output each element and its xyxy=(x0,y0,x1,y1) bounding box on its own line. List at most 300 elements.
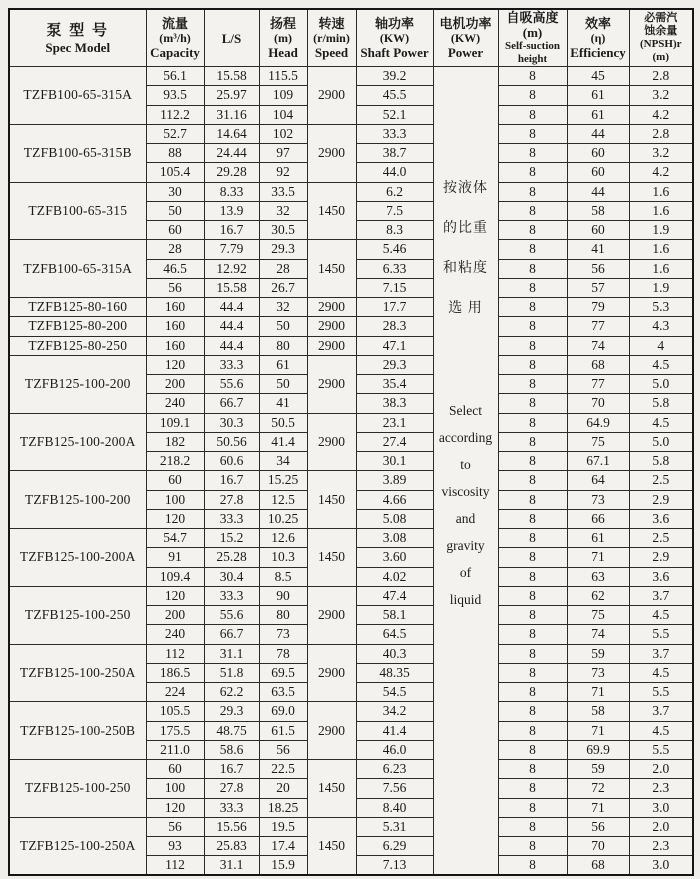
efficiency-cell: 70 xyxy=(567,837,629,856)
speed-cell: 2900 xyxy=(307,124,356,182)
model-cell: TZFB100-65-315 xyxy=(9,182,146,240)
capacity-cell: 160 xyxy=(146,298,204,317)
suction-cell: 8 xyxy=(498,529,567,548)
efficiency-cell: 77 xyxy=(567,375,629,394)
head-cell: 69.5 xyxy=(259,663,307,682)
npsh-cell: 5.0 xyxy=(629,432,693,451)
efficiency-cell: 72 xyxy=(567,779,629,798)
efficiency-cell: 74 xyxy=(567,625,629,644)
head-cell: 41.4 xyxy=(259,432,307,451)
table-row xyxy=(9,182,693,201)
suction-cell: 8 xyxy=(498,278,567,297)
table-row xyxy=(9,413,693,432)
header-suction xyxy=(498,9,567,67)
head-cell: 50 xyxy=(259,375,307,394)
speed-cell: 1450 xyxy=(307,471,356,529)
model-cell: TZFB125-100-250 xyxy=(9,760,146,818)
shaft-power-cell: 52.1 xyxy=(356,105,433,124)
header-efficiency-unit: (η) xyxy=(590,31,606,45)
ls-cell: 33.3 xyxy=(204,509,259,528)
suction-cell: 8 xyxy=(498,144,567,163)
head-cell: 50.5 xyxy=(259,413,307,432)
speed-cell: 1450 xyxy=(307,182,356,240)
capacity-cell: 50 xyxy=(146,201,204,220)
suction-cell: 8 xyxy=(498,548,567,567)
head-cell: 22.5 xyxy=(259,760,307,779)
efficiency-cell: 45 xyxy=(567,67,629,86)
shaft-power-cell: 3.60 xyxy=(356,548,433,567)
suction-cell: 8 xyxy=(498,182,567,201)
speed-cell: 2900 xyxy=(307,317,356,336)
head-cell: 78 xyxy=(259,644,307,663)
header-suction-en2: height xyxy=(517,53,548,65)
shaft-power-cell: 5.46 xyxy=(356,240,433,259)
suction-cell: 8 xyxy=(498,452,567,471)
capacity-cell: 182 xyxy=(146,432,204,451)
npsh-cell: 2.5 xyxy=(629,529,693,548)
header-shaft-power-cn: 轴功率 xyxy=(374,16,414,31)
efficiency-cell: 71 xyxy=(567,548,629,567)
efficiency-cell: 60 xyxy=(567,144,629,163)
shaft-power-cell: 64.5 xyxy=(356,625,433,644)
suction-cell: 8 xyxy=(498,201,567,220)
shaft-power-cell: 23.1 xyxy=(356,413,433,432)
shaft-power-cell: 41.4 xyxy=(356,721,433,740)
suction-cell: 8 xyxy=(498,856,567,875)
suction-cell: 8 xyxy=(498,163,567,182)
shaft-power-cell: 46.0 xyxy=(356,740,433,759)
efficiency-cell: 62 xyxy=(567,586,629,605)
npsh-cell: 2.0 xyxy=(629,817,693,836)
suction-cell: 8 xyxy=(498,298,567,317)
suction-cell: 8 xyxy=(498,817,567,836)
header-head-unit: (m) xyxy=(274,31,292,45)
suction-cell: 8 xyxy=(498,702,567,721)
header-efficiency-cn: 效率 xyxy=(584,16,611,31)
head-cell: 12.6 xyxy=(259,529,307,548)
model-cell: TZFB125-80-200 xyxy=(9,317,146,336)
head-cell: 10.3 xyxy=(259,548,307,567)
capacity-cell: 28 xyxy=(146,240,204,259)
head-cell: 17.4 xyxy=(259,837,307,856)
shaft-power-cell: 47.4 xyxy=(356,586,433,605)
efficiency-cell: 71 xyxy=(567,683,629,702)
head-cell: 80 xyxy=(259,336,307,355)
head-cell: 80 xyxy=(259,606,307,625)
shaft-power-cell: 35.4 xyxy=(356,375,433,394)
speed-cell: 2900 xyxy=(307,586,356,644)
capacity-cell: 240 xyxy=(146,394,204,413)
power-note-en-line: viscosity xyxy=(441,483,490,499)
table-row xyxy=(9,471,693,490)
head-cell: 29.3 xyxy=(259,240,307,259)
efficiency-cell: 68 xyxy=(567,355,629,374)
ls-cell: 15.58 xyxy=(204,278,259,297)
header-capacity-cn: 流量 xyxy=(161,16,188,31)
npsh-cell: 5.8 xyxy=(629,394,693,413)
model-cell: TZFB125-80-250 xyxy=(9,336,146,355)
npsh-cell: 3.7 xyxy=(629,702,693,721)
suction-cell: 8 xyxy=(498,336,567,355)
ls-cell: 29.3 xyxy=(204,702,259,721)
model-cell: TZFB125-100-200 xyxy=(9,471,146,529)
power-note-cn-line: 的比重 xyxy=(443,221,488,236)
shaft-power-cell: 7.56 xyxy=(356,779,433,798)
model-cell: TZFB125-100-200 xyxy=(9,355,146,413)
table-row xyxy=(9,529,693,548)
head-cell: 109 xyxy=(259,86,307,105)
header-head-cn: 扬程 xyxy=(269,16,296,31)
ls-cell: 55.6 xyxy=(204,375,259,394)
suction-cell: 8 xyxy=(498,760,567,779)
head-cell: 18.25 xyxy=(259,798,307,817)
npsh-cell: 5.3 xyxy=(629,298,693,317)
capacity-cell: 60 xyxy=(146,221,204,240)
header-capacity xyxy=(146,9,204,67)
shaft-power-cell: 4.66 xyxy=(356,490,433,509)
shaft-power-cell: 8.40 xyxy=(356,798,433,817)
capacity-cell: 30 xyxy=(146,182,204,201)
header-npsh-en2: (m) xyxy=(652,51,669,63)
ls-cell: 15.2 xyxy=(204,529,259,548)
header-speed-cn: 转速 xyxy=(318,16,345,31)
head-cell: 50 xyxy=(259,317,307,336)
efficiency-cell: 70 xyxy=(567,394,629,413)
efficiency-cell: 79 xyxy=(567,298,629,317)
efficiency-cell: 64 xyxy=(567,471,629,490)
ls-cell: 33.3 xyxy=(204,355,259,374)
npsh-cell: 4.3 xyxy=(629,317,693,336)
capacity-cell: 88 xyxy=(146,144,204,163)
head-cell: 56 xyxy=(259,740,307,759)
power-note-cn-block xyxy=(434,167,498,327)
suction-cell: 8 xyxy=(498,683,567,702)
power-note-en-line: of xyxy=(459,564,472,580)
npsh-cell: 4 xyxy=(629,336,693,355)
suction-cell: 8 xyxy=(498,606,567,625)
suction-cell: 8 xyxy=(498,259,567,278)
efficiency-cell: 41 xyxy=(567,240,629,259)
npsh-cell: 4.5 xyxy=(629,721,693,740)
table-row xyxy=(9,240,693,259)
head-cell: 26.7 xyxy=(259,278,307,297)
suction-cell: 8 xyxy=(498,837,567,856)
ls-cell: 55.6 xyxy=(204,606,259,625)
npsh-cell: 4.5 xyxy=(629,413,693,432)
efficiency-cell: 71 xyxy=(567,798,629,817)
ls-cell: 66.7 xyxy=(204,394,259,413)
table-row xyxy=(9,586,693,605)
capacity-cell: 60 xyxy=(146,760,204,779)
ls-cell: 62.2 xyxy=(204,683,259,702)
ls-cell: 51.8 xyxy=(204,663,259,682)
header-npsh xyxy=(629,9,693,67)
npsh-cell: 3.0 xyxy=(629,798,693,817)
efficiency-cell: 77 xyxy=(567,317,629,336)
suction-cell: 8 xyxy=(498,798,567,817)
ls-cell: 58.6 xyxy=(204,740,259,759)
table-row xyxy=(9,355,693,374)
model-cell: TZFB125-100-250A xyxy=(9,644,146,702)
npsh-cell: 3.6 xyxy=(629,509,693,528)
npsh-cell: 2.3 xyxy=(629,837,693,856)
header-npsh-en1: (NPSH)r xyxy=(639,38,682,50)
ls-cell: 13.9 xyxy=(204,201,259,220)
capacity-cell: 93 xyxy=(146,837,204,856)
capacity-cell: 160 xyxy=(146,317,204,336)
model-cell: TZFB125-100-250B xyxy=(9,702,146,760)
suction-cell: 8 xyxy=(498,394,567,413)
head-cell: 73 xyxy=(259,625,307,644)
head-cell: 12.5 xyxy=(259,490,307,509)
capacity-cell: 120 xyxy=(146,509,204,528)
ls-cell: 66.7 xyxy=(204,625,259,644)
capacity-cell: 56 xyxy=(146,278,204,297)
suction-cell: 8 xyxy=(498,124,567,143)
capacity-cell: 200 xyxy=(146,375,204,394)
npsh-cell: 3.2 xyxy=(629,144,693,163)
shaft-power-cell: 47.1 xyxy=(356,336,433,355)
ls-cell: 44.4 xyxy=(204,336,259,355)
header-model xyxy=(9,9,146,67)
head-cell: 19.5 xyxy=(259,817,307,836)
shaft-power-cell: 28.3 xyxy=(356,317,433,336)
npsh-cell: 5.0 xyxy=(629,375,693,394)
suction-cell: 8 xyxy=(498,240,567,259)
efficiency-cell: 61 xyxy=(567,86,629,105)
table-row xyxy=(9,817,693,836)
suction-cell: 8 xyxy=(498,67,567,86)
efficiency-cell: 63 xyxy=(567,567,629,586)
efficiency-cell: 73 xyxy=(567,490,629,509)
ls-cell: 25.28 xyxy=(204,548,259,567)
header-shaft-power-en: Shaft Power xyxy=(360,45,429,60)
efficiency-cell: 68 xyxy=(567,856,629,875)
suction-cell: 8 xyxy=(498,355,567,374)
capacity-cell: 112 xyxy=(146,644,204,663)
head-cell: 92 xyxy=(259,163,307,182)
speed-cell: 2900 xyxy=(307,67,356,125)
head-cell: 32 xyxy=(259,298,307,317)
table-row xyxy=(9,124,693,143)
header-row xyxy=(9,9,693,67)
power-note-cn-line: 和粘度 xyxy=(443,261,488,276)
head-cell: 20 xyxy=(259,779,307,798)
ls-cell: 33.3 xyxy=(204,586,259,605)
efficiency-cell: 56 xyxy=(567,259,629,278)
header-motor-power xyxy=(433,9,498,67)
suction-cell: 8 xyxy=(498,740,567,759)
table-row xyxy=(9,644,693,663)
model-cell: TZFB125-100-250 xyxy=(9,586,146,644)
efficiency-cell: 60 xyxy=(567,221,629,240)
npsh-cell: 3.7 xyxy=(629,586,693,605)
header-suction-en1: Self-suction xyxy=(505,40,560,52)
capacity-cell: 91 xyxy=(146,548,204,567)
table-row xyxy=(9,67,693,86)
head-cell: 34 xyxy=(259,452,307,471)
efficiency-cell: 44 xyxy=(567,124,629,143)
npsh-cell: 5.5 xyxy=(629,683,693,702)
ls-cell: 30.4 xyxy=(204,567,259,586)
head-cell: 61.5 xyxy=(259,721,307,740)
motor-power-note-inner xyxy=(434,67,498,872)
power-note-en-block xyxy=(434,397,498,613)
power-note-cn-line: 按液体 xyxy=(443,181,488,196)
header-npsh-cn2: 蚀余量 xyxy=(644,25,678,37)
npsh-cell: 2.3 xyxy=(629,779,693,798)
capacity-cell: 112.2 xyxy=(146,105,204,124)
efficiency-cell: 69.9 xyxy=(567,740,629,759)
shaft-power-cell: 44.0 xyxy=(356,163,433,182)
header-model-en: Spec Model xyxy=(45,39,111,55)
capacity-cell: 54.7 xyxy=(146,529,204,548)
power-note-en-line: according xyxy=(438,429,493,445)
power-note-en-line: liquid xyxy=(449,591,482,607)
npsh-cell: 3.2 xyxy=(629,86,693,105)
efficiency-cell: 61 xyxy=(567,105,629,124)
speed-cell: 1450 xyxy=(307,817,356,875)
header-ls-label: L/S xyxy=(221,30,242,46)
suction-cell: 8 xyxy=(498,663,567,682)
suction-cell: 8 xyxy=(498,471,567,490)
head-cell: 28 xyxy=(259,259,307,278)
capacity-cell: 211.0 xyxy=(146,740,204,759)
head-cell: 15.25 xyxy=(259,471,307,490)
npsh-cell: 1.6 xyxy=(629,201,693,220)
capacity-cell: 52.7 xyxy=(146,124,204,143)
table-header xyxy=(9,9,693,67)
model-cell: TZFB100-65-315B xyxy=(9,124,146,182)
header-efficiency xyxy=(567,9,629,67)
npsh-cell: 1.6 xyxy=(629,182,693,201)
shaft-power-cell: 6.33 xyxy=(356,259,433,278)
shaft-power-cell: 39.2 xyxy=(356,67,433,86)
ls-cell: 16.7 xyxy=(204,221,259,240)
npsh-cell: 2.5 xyxy=(629,471,693,490)
ls-cell: 31.16 xyxy=(204,105,259,124)
ls-cell: 16.7 xyxy=(204,760,259,779)
motor-power-note-cell xyxy=(433,67,498,876)
efficiency-cell: 61 xyxy=(567,529,629,548)
capacity-cell: 175.5 xyxy=(146,721,204,740)
suction-cell: 8 xyxy=(498,432,567,451)
speed-cell: 2900 xyxy=(307,702,356,760)
header-capacity-unit: (m³/h) xyxy=(159,31,191,45)
shaft-power-cell: 7.13 xyxy=(356,856,433,875)
suction-cell: 8 xyxy=(498,644,567,663)
ls-cell: 29.28 xyxy=(204,163,259,182)
shaft-power-cell: 17.7 xyxy=(356,298,433,317)
efficiency-cell: 74 xyxy=(567,336,629,355)
shaft-power-cell: 3.08 xyxy=(356,529,433,548)
npsh-cell: 4.2 xyxy=(629,163,693,182)
head-cell: 10.25 xyxy=(259,509,307,528)
shaft-power-cell: 45.5 xyxy=(356,86,433,105)
capacity-cell: 120 xyxy=(146,798,204,817)
model-cell: TZFB100-65-315A xyxy=(9,240,146,298)
suction-cell: 8 xyxy=(498,721,567,740)
speed-cell: 2900 xyxy=(307,355,356,413)
head-cell: 15.9 xyxy=(259,856,307,875)
npsh-cell: 3.6 xyxy=(629,567,693,586)
header-model-cn: 泵 型 号 xyxy=(46,22,109,39)
model-cell: TZFB125-100-200A xyxy=(9,529,146,587)
npsh-cell: 4.5 xyxy=(629,355,693,374)
shaft-power-cell: 3.89 xyxy=(356,471,433,490)
efficiency-cell: 58 xyxy=(567,702,629,721)
power-note-en-line: Select xyxy=(449,402,482,418)
ls-cell: 24.44 xyxy=(204,144,259,163)
speed-cell: 2900 xyxy=(307,298,356,317)
head-cell: 104 xyxy=(259,105,307,124)
header-npsh-cn1: 必需汽 xyxy=(644,12,678,24)
ls-cell: 50.56 xyxy=(204,432,259,451)
efficiency-cell: 56 xyxy=(567,817,629,836)
npsh-cell: 5.5 xyxy=(629,625,693,644)
speed-cell: 1450 xyxy=(307,529,356,587)
table-row xyxy=(9,760,693,779)
shaft-power-cell: 30.1 xyxy=(356,452,433,471)
capacity-cell: 112 xyxy=(146,856,204,875)
header-head-en: Head xyxy=(268,45,298,60)
ls-cell: 27.8 xyxy=(204,490,259,509)
power-note-cn-line: 选 用 xyxy=(448,301,483,316)
suction-cell: 8 xyxy=(498,625,567,644)
ls-cell: 15.58 xyxy=(204,67,259,86)
capacity-cell: 60 xyxy=(146,471,204,490)
efficiency-cell: 71 xyxy=(567,721,629,740)
shaft-power-cell: 5.08 xyxy=(356,509,433,528)
head-cell: 90 xyxy=(259,586,307,605)
head-cell: 33.5 xyxy=(259,182,307,201)
npsh-cell: 2.8 xyxy=(629,67,693,86)
efficiency-cell: 59 xyxy=(567,760,629,779)
npsh-cell: 1.9 xyxy=(629,278,693,297)
capacity-cell: 120 xyxy=(146,586,204,605)
model-cell: TZFB125-100-200A xyxy=(9,413,146,471)
npsh-cell: 1.6 xyxy=(629,240,693,259)
shaft-power-cell: 58.1 xyxy=(356,606,433,625)
suction-cell: 8 xyxy=(498,586,567,605)
shaft-power-cell: 6.29 xyxy=(356,837,433,856)
npsh-cell: 1.6 xyxy=(629,259,693,278)
efficiency-cell: 66 xyxy=(567,509,629,528)
efficiency-cell: 67.1 xyxy=(567,452,629,471)
shaft-power-cell: 33.3 xyxy=(356,124,433,143)
model-cell: TZFB100-65-315A xyxy=(9,67,146,125)
efficiency-cell: 75 xyxy=(567,606,629,625)
ls-cell: 12.92 xyxy=(204,259,259,278)
speed-cell: 2900 xyxy=(307,644,356,702)
efficiency-cell: 44 xyxy=(567,182,629,201)
capacity-cell: 109.1 xyxy=(146,413,204,432)
efficiency-cell: 75 xyxy=(567,432,629,451)
ls-cell: 44.4 xyxy=(204,317,259,336)
suction-cell: 8 xyxy=(498,509,567,528)
efficiency-cell: 58 xyxy=(567,201,629,220)
shaft-power-cell: 27.4 xyxy=(356,432,433,451)
ls-cell: 14.64 xyxy=(204,124,259,143)
head-cell: 8.5 xyxy=(259,567,307,586)
ls-cell: 7.79 xyxy=(204,240,259,259)
capacity-cell: 218.2 xyxy=(146,452,204,471)
capacity-cell: 56 xyxy=(146,817,204,836)
shaft-power-cell: 40.3 xyxy=(356,644,433,663)
suction-cell: 8 xyxy=(498,317,567,336)
header-capacity-en: Capacity xyxy=(150,45,200,60)
header-speed-en: Speed xyxy=(314,45,349,60)
